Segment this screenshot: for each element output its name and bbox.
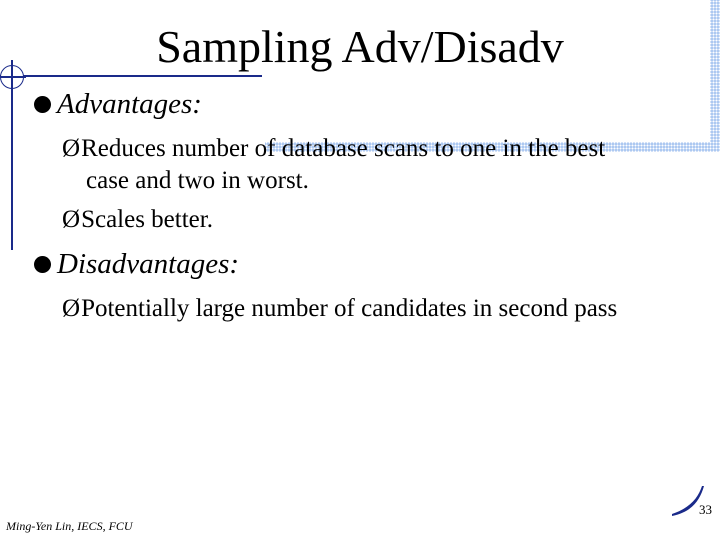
arrow-bullet-icon: Ø <box>62 295 81 322</box>
item-text: Scales better. <box>81 206 213 233</box>
list-item <box>62 293 617 325</box>
footer-credit: Ming-Yen Lin, IECS, FCU <box>6 519 133 533</box>
list-item <box>62 204 213 236</box>
section-disadvantages <box>34 248 239 281</box>
page-number: 33 <box>699 502 712 517</box>
slide-title: Sampling Adv/Disadv <box>156 21 564 72</box>
item-text-continued: case and two in worst. <box>86 167 309 194</box>
section-heading: Advantages: <box>57 88 202 120</box>
bullet-icon <box>34 256 51 273</box>
bullet-icon <box>34 96 51 113</box>
arrow-bullet-icon: Ø <box>62 135 81 162</box>
title-underline <box>0 75 262 77</box>
item-text: Potentially large number of candidates in second pass <box>81 295 618 322</box>
section-advantages <box>34 88 202 121</box>
crosshair-icon <box>0 65 24 89</box>
list-item <box>62 133 605 197</box>
section-heading: Disadvantages: <box>57 248 240 280</box>
item-text: Reduces number of database scans to one in the best <box>81 135 606 162</box>
arrow-bullet-icon: Ø <box>62 206 81 233</box>
